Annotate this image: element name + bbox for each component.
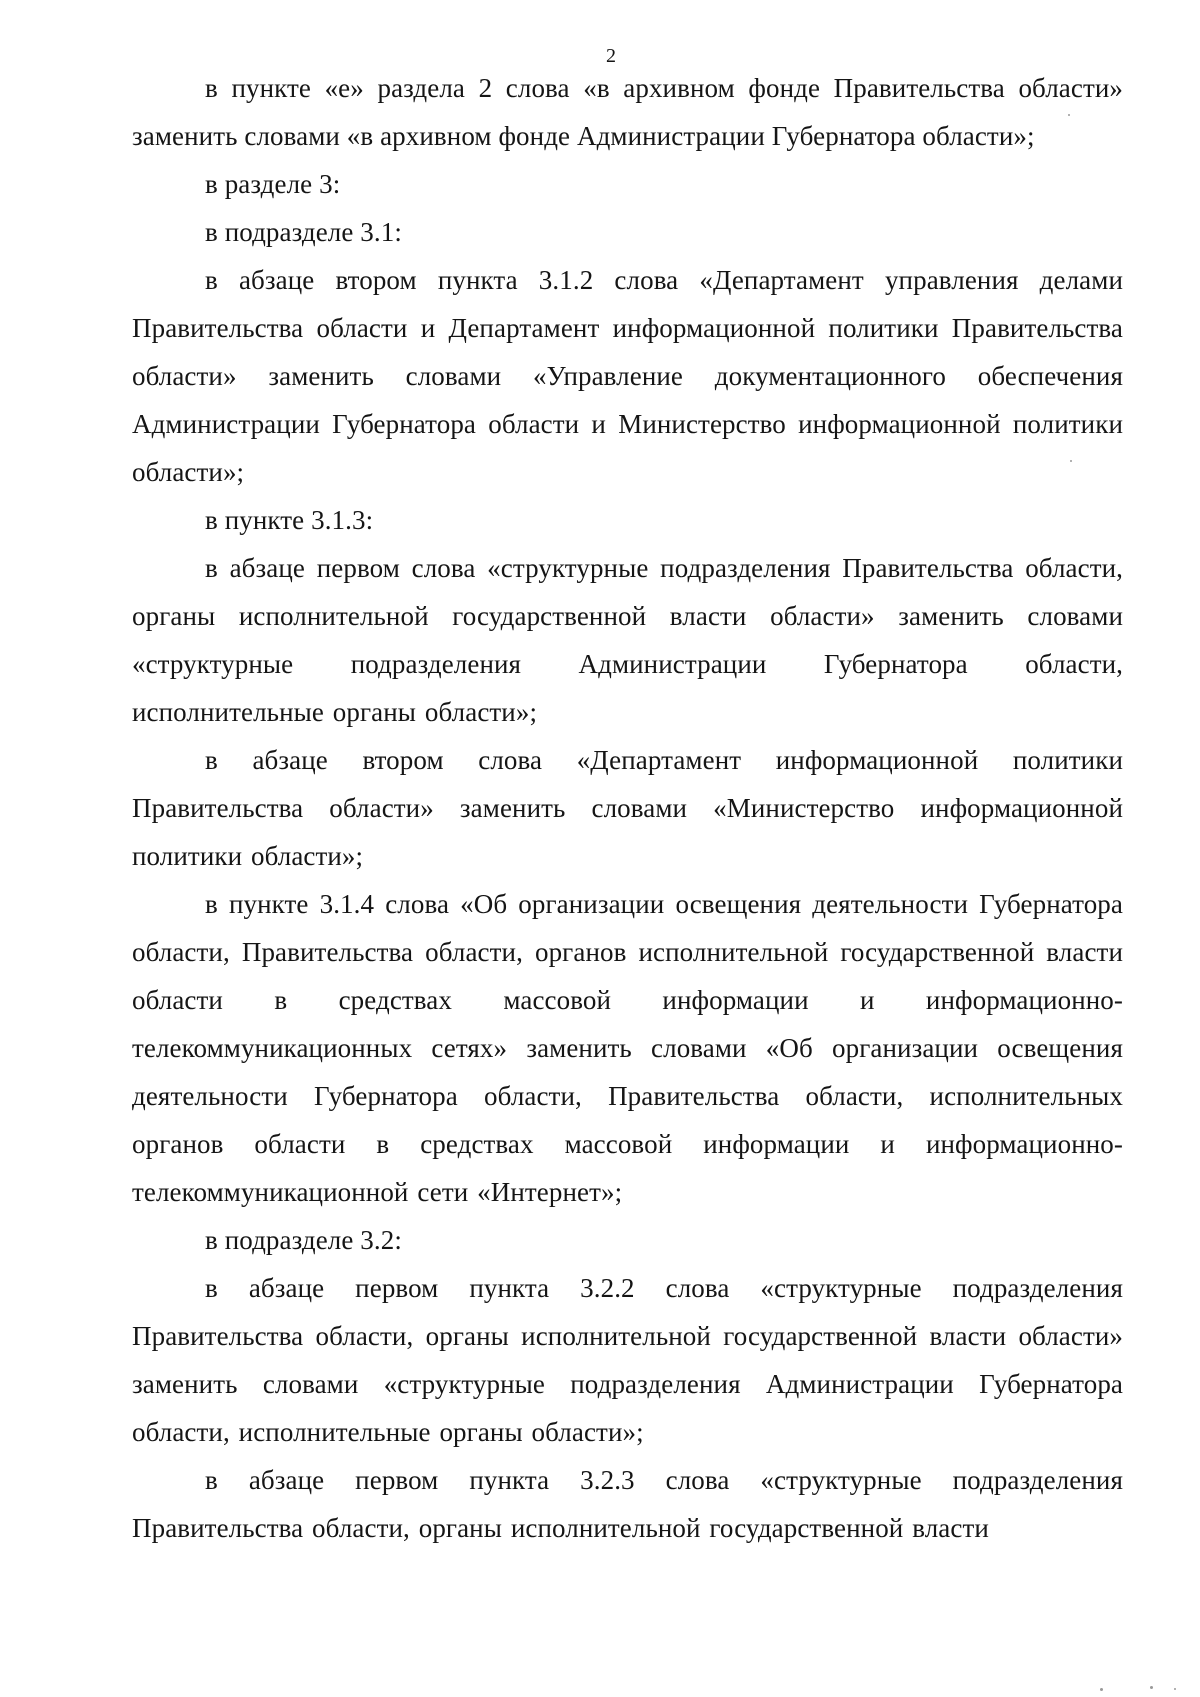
scan-speck — [1150, 1686, 1153, 1689]
paragraph-6: в абзаце первом слова «структурные подразделения Правительства области, органы исполнительной государственной власти области» заменить словами «структурные подразделения Администрации Губернатора области, исполнительные органы области»; — [132, 553, 1123, 727]
paragraph-10: в абзаце первом пункта 3.2.2 слова «структурные подразделения Правительства области, органы исполнительной государственной власти области» заменить словами «структурные подразделения Администрации Губернатора области, исполнительные органы области»; — [132, 1273, 1123, 1447]
scan-speck — [1068, 114, 1070, 116]
paragraph-1: в пункте «е» раздела 2 слова «в архивном фонде Правительства области» заменить словами «в архивном фонде Администрации Губернатора области»; — [132, 73, 1123, 151]
scan-speck — [1174, 1688, 1176, 1690]
paragraph-2: в разделе 3: — [205, 169, 341, 199]
paragraph-7: в абзаце втором слова «Департамент информационной политики Правительства области» заменить словами «Министерство информационной политики области»; — [132, 745, 1123, 871]
scan-speck — [1100, 1688, 1103, 1691]
paragraph-11: в абзаце первом пункта 3.2.3 слова «структурные подразделения Правительства области, органы исполнительной государственной власти — [132, 1465, 1123, 1543]
paragraph-5: в пункте 3.1.3: — [205, 505, 374, 535]
paragraph-4: в абзаце втором пункта 3.1.2 слова «Департамент управления делами Правительства области и Департамент информационной политики Правительства области» заменить словами «Управление документационного обеспечения Администрации Губернатора области и Министерство информационной политики области»; — [132, 265, 1123, 487]
paragraph-9: в подразделе 3.2: — [205, 1225, 402, 1255]
page-number: 2 — [606, 45, 616, 67]
paragraph-8: в пункте 3.1.4 слова «Об организации освещения деятельности Губернатора области, Правительства области, органов исполнительной государственной власти области в средствах массовой информации и информационно-телекоммуникационных сетях» заменить словами «Об организации освещения деятельности Губернатора области, Правительства области, исполнительных органов области в средствах массовой информации и информационно-телекоммуникационной сети «Интернет»; — [132, 889, 1123, 1207]
scan-speck — [1070, 460, 1072, 462]
paragraph-3: в подразделе 3.1: — [205, 217, 402, 247]
document-body — [132, 64, 1123, 1552]
